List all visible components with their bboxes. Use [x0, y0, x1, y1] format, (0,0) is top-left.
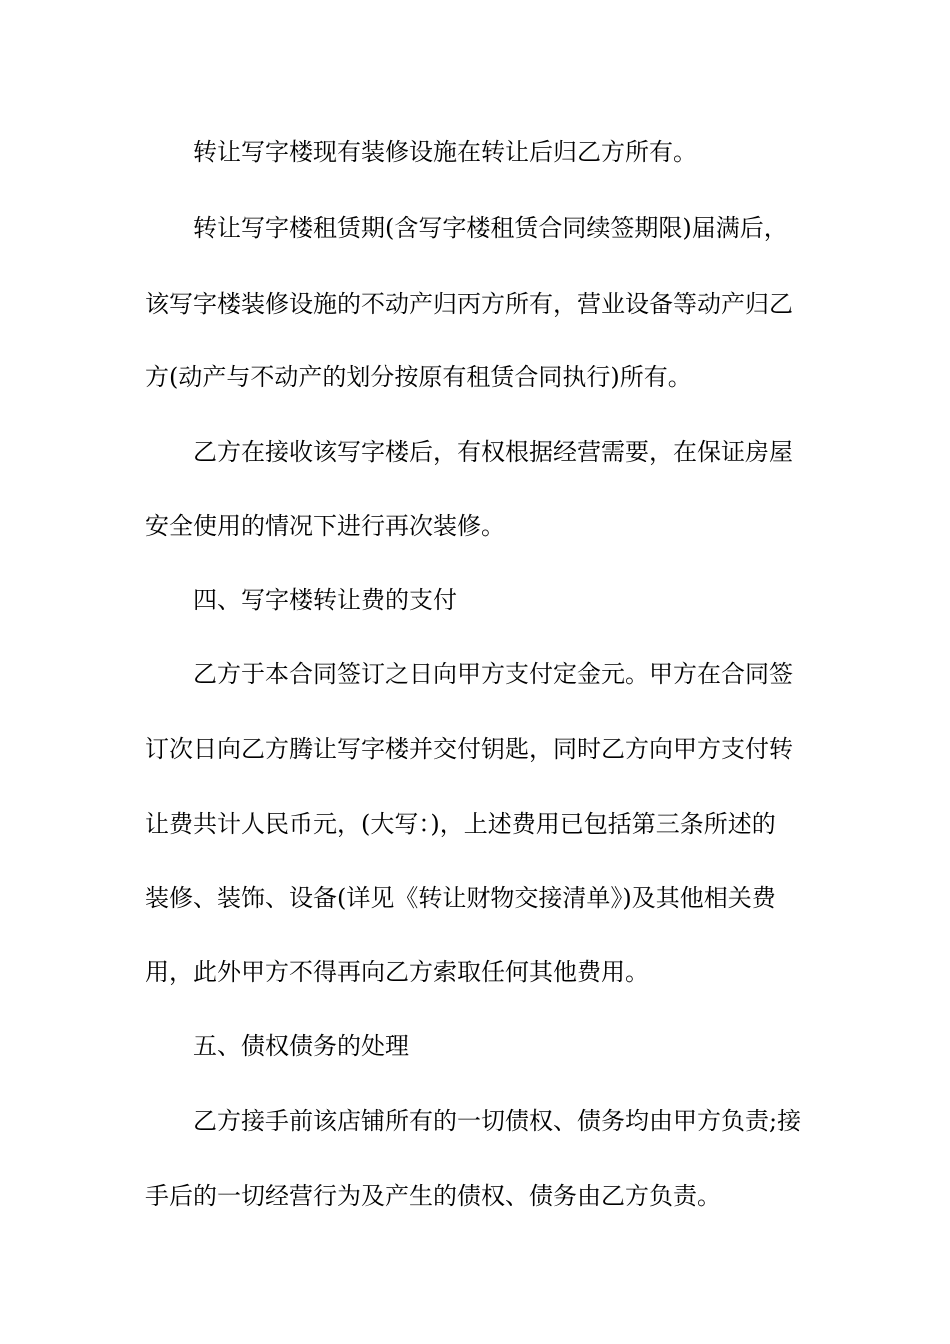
paragraph-renovation-right-line-1: 乙方在接收该写字楼后，有权根据经营需要，在保证房屋 — [193, 438, 793, 466]
paragraph-payment-line-1: 乙方于本合同签订之日向甲方支付定金元。甲方在合同签 — [193, 660, 793, 688]
paragraph-payment-line-2: 订次日向乙方腾让写字楼并交付钥匙，同时乙方向甲方支付转 — [145, 735, 793, 763]
paragraph-decoration-ownership: 转让写字楼现有装修设施在转让后归乙方所有。 — [193, 138, 697, 166]
paragraph-renovation-right-line-2: 安全使用的情况下进行再次装修。 — [145, 512, 505, 540]
section-heading-debts: 五、债权债务的处理 — [193, 1032, 409, 1060]
paragraph-payment-line-3: 让费共计人民币元，(大写：)，上述费用已包括第三条所述的 — [145, 810, 776, 838]
paragraph-lease-expiry-line-1: 转让写字楼租赁期(含写字楼租赁合同续签期限)届满后， — [193, 214, 788, 242]
paragraph-payment-line-5: 用，此外甲方不得再向乙方索取任何其他费用。 — [145, 958, 649, 986]
paragraph-payment-line-4: 装修、装饰、设备(详见《转让财物交接清单》)及其他相关费 — [145, 884, 776, 912]
paragraph-lease-expiry-line-2: 该写字楼装修设施的不动产归丙方所有，营业设备等动产归乙 — [145, 290, 793, 318]
paragraph-debts-line-2: 手后的一切经营行为及产生的债权、债务由乙方负责。 — [145, 1182, 721, 1210]
paragraph-debts-line-1: 乙方接手前该店铺所有的一切债权、债务均由甲方负责;接 — [193, 1107, 802, 1135]
section-heading-transfer-fee: 四、写字楼转让费的支付 — [193, 586, 457, 614]
paragraph-lease-expiry-line-3: 方(动产与不动产的划分按原有租赁合同执行)所有。 — [145, 363, 692, 391]
